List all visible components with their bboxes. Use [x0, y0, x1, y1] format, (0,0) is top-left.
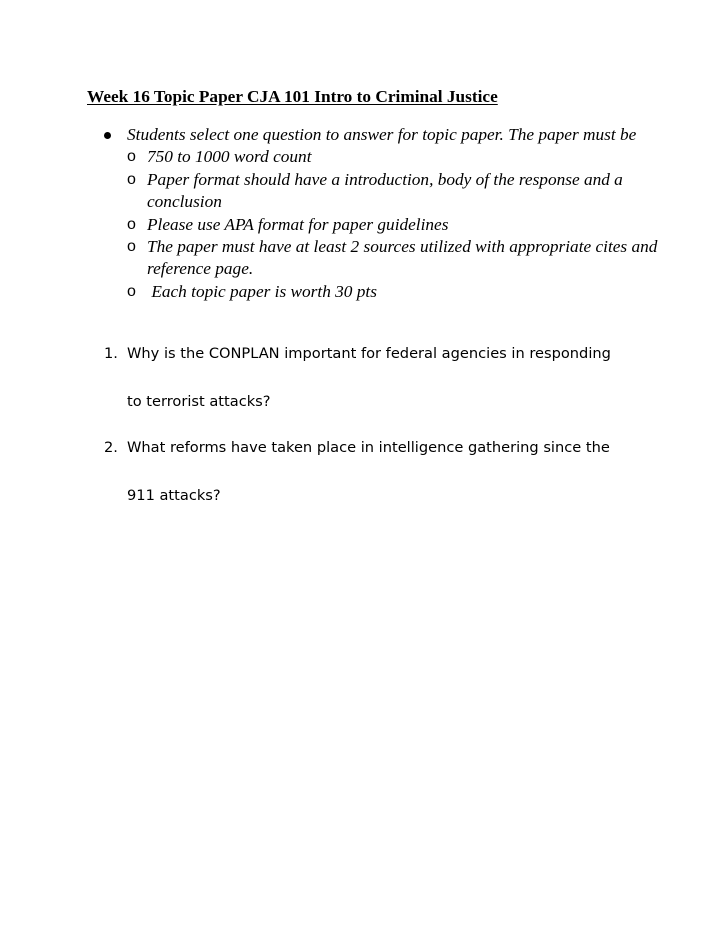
question-list	[104, 342, 664, 530]
circle-bullet-marker: o	[127, 170, 136, 188]
question-text-line: to terrorist attacks?	[127, 393, 271, 410]
document-title: Week 16 Topic Paper CJA 101 Intro to Criminal Justice	[87, 87, 498, 106]
question-text-line: Why is the CONPLAN important for federal agencies in responding	[127, 345, 611, 362]
bullet-item	[102, 124, 662, 146]
circle-bullet-marker: o	[127, 282, 136, 300]
question-number: 1.	[104, 345, 118, 362]
circle-bullet-marker: o	[127, 238, 136, 256]
bullet-text: Students select one question to answer for topic paper. The paper must be	[127, 125, 637, 144]
question-item	[104, 342, 664, 414]
question-text-line: 911 attacks?	[127, 487, 221, 504]
bullet-dot-icon	[104, 132, 111, 139]
requirement-item	[102, 146, 662, 168]
requirement-text: Please use APA format for paper guidelines	[147, 214, 449, 234]
question-number: 2.	[104, 439, 118, 456]
requirement-text: Each topic paper is worth 30 pts	[147, 281, 377, 301]
question-item	[104, 436, 664, 508]
requirement-item	[102, 169, 662, 214]
requirements-list	[102, 146, 662, 303]
requirement-item	[102, 281, 662, 303]
question-text-line: What reforms have taken place in intelligence gathering since the	[127, 439, 610, 456]
circle-bullet-marker: o	[127, 215, 136, 233]
circle-bullet-marker: o	[127, 148, 136, 166]
instructions-block	[102, 124, 662, 303]
requirement-text: The paper must have at least 2 sources utilized with appropriate cites and reference page.	[147, 237, 658, 279]
requirement-item	[102, 236, 662, 281]
requirement-item	[102, 214, 662, 236]
requirement-text: 750 to 1000 word count	[147, 147, 312, 167]
requirement-text: Paper format should have a introduction, body of the response and a conclusion	[147, 169, 623, 212]
